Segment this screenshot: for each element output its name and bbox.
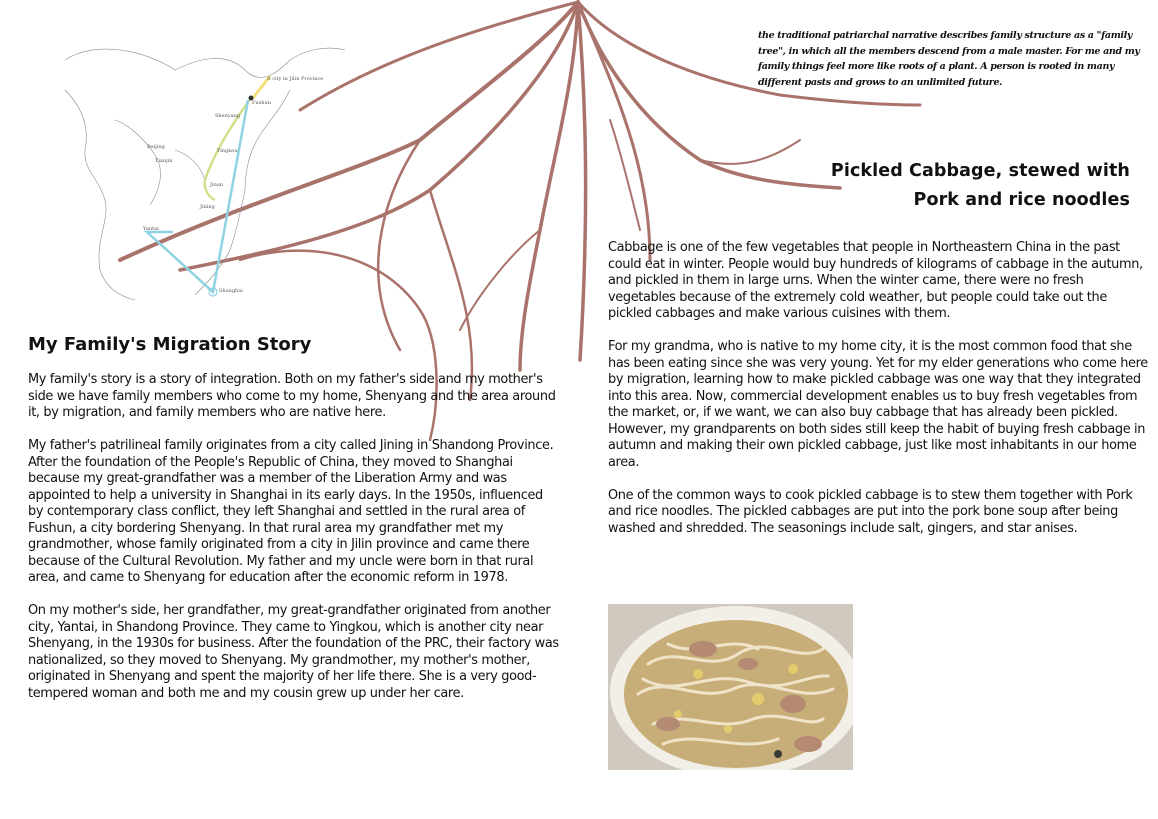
- story-paragraph: My family's story is a story of integration. Both on my father's side and my mother's side we have family members who come to my home, Shenyang and the area around it, by migration, and family members who are native here.: [28, 372, 556, 420]
- map-label-jilin: A city in Jilin Province: [267, 76, 324, 82]
- recipe-paragraph: For my grandma, who is native to my home city, it is the most common food that she has been eating since she was very young. Yet for my elder generations who come here by migration, learning how to make pickled cabbage was one way that they integrated into this area. Now, commercial development enables us to buy fresh vegetables from the market, or, if we want, we can also buy cabbage that has already been pickled. However, my grandparents on both sides still keep the habit of buying fresh cabbage in autumn and making their own pickled cabbage, just like most inhabitants in our home area.: [608, 339, 1148, 470]
- pickled-cabbage-photo: [608, 604, 853, 770]
- map-label-shenyang: Shenyang: [215, 113, 241, 119]
- recipe-title-line1: Pickled Cabbage, stewed with: [830, 161, 1130, 181]
- map-label-yingkou: Yingkou: [217, 148, 238, 154]
- map-label-tianjin: Tianjin: [155, 158, 173, 164]
- family-roots-quote: the traditional patriarchal narrative describes family structure as a "family tree", in which all the members descend from a male master. For me and my family things feel more like roots of a plant. A person is rooted in many different pasts and grows to an unlimited future.: [758, 30, 1140, 88]
- migration-story-text: [28, 372, 560, 719]
- china-coastline: [65, 48, 345, 300]
- map-label-shanghai: Shanghai: [219, 288, 243, 294]
- migration-map: [55, 30, 365, 310]
- recipe-title: [790, 157, 1130, 215]
- map-label-jinan: Jinan: [210, 182, 224, 188]
- map-label-jining: Jining: [200, 204, 215, 210]
- story-paragraph: On my mother's side, her grandfather, my great-grandfather originated from another city, Yantai, in Shandong Province. They came to Yingkou, which is another city near Shenyang, in the 1930s for business. After the foundation of the PRC, their factory was nationalized, so they moved to Shenyang. My grandmother, my mother's mother, originated in Shenyang and spent the majority of her life there. She is a very good-tempered woman and both me and my cousin grew up under her care.: [28, 603, 559, 701]
- recipe-title-line2: Pork and rice noodles: [913, 190, 1130, 210]
- map-label-yantai: Yantai: [143, 226, 159, 232]
- migration-story-title: My Family's Migration Story: [28, 334, 312, 355]
- recipe-text: [608, 240, 1152, 554]
- story-paragraph: My father's patrilineal family originates from a city called Jining in Shandong Province. After the foundation of the People's Republic of China, they moved to Shanghai because my great-grandfather was a member of the Liberation Army and was appointed to help a university in Shanghai in its early days. In the 1950s, influenced by contemporary class conflict, they left Shanghai and settled in the rural area of Fushun, a city bordering Shenyang. In that rural area my grandfather met my grandmother, whose family originated from a city in Jilin province and came there because of the Cultural Revolution. My father and my uncle were born in that rural area, and came to Shenyang for education after the economic reform in 1978.: [28, 438, 554, 585]
- map-label-beijing: Beijing: [147, 144, 165, 150]
- recipe-paragraph: Cabbage is one of the few vegetables that people in Northeastern China in the past could eat in winter. People would buy hundreds of kilograms of cabbage in the autumn, and pickled in them in large urns. When the winter came, there were no fresh vegetables because of the extremely cold weather, but people could take out the pickled cabbages and make various cuisines with them.: [608, 240, 1143, 321]
- route-father: [147, 100, 248, 292]
- map-label-fushun: Fushun: [252, 100, 271, 106]
- recipe-paragraph: One of the common ways to cook pickled cabbage is to stew them together with Pork and rice noodles. The pickled cabbages are put into the pork bone soup after being washed and shredded. The seasonings include salt, gingers, and star anises.: [608, 487, 1133, 536]
